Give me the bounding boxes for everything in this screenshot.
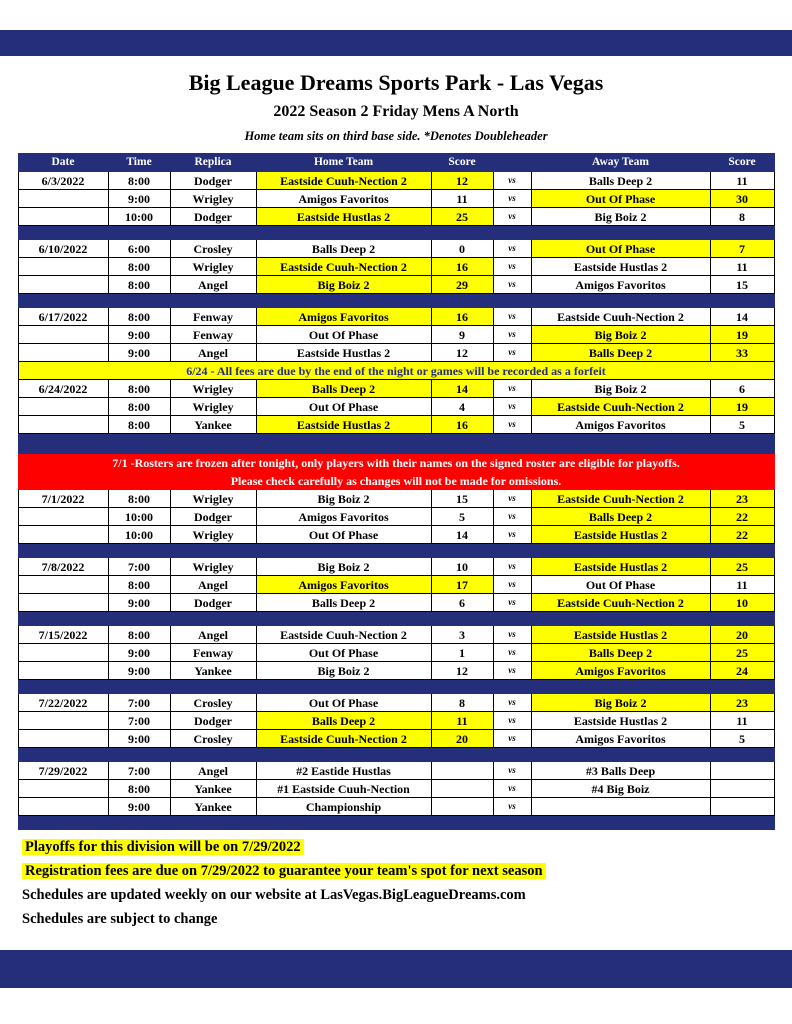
time-cell: 8:00 (108, 258, 170, 276)
footer (22, 838, 792, 929)
separator-row (18, 612, 774, 626)
game-row (18, 626, 774, 644)
date-cell (18, 662, 108, 680)
game-row (18, 258, 774, 276)
time-cell: 9:00 (108, 662, 170, 680)
date-cell: 7/22/2022 (18, 694, 108, 712)
away-team-cell: Eastside Hustlas 2 (531, 558, 710, 576)
vs-cell: vs (493, 208, 531, 226)
separator-row (18, 544, 774, 558)
home-team-cell: Eastside Hustlas 2 (256, 416, 431, 434)
date-cell (18, 712, 108, 730)
replica-cell: Wrigley (170, 258, 256, 276)
time-cell: 8:00 (108, 780, 170, 798)
game-row (18, 526, 774, 544)
col-header-away-team: Away Team (531, 154, 710, 172)
home-team-cell: Eastside Cuuh-Nection 2 (256, 172, 431, 190)
away-team-cell: Eastside Cuuh-Nection 2 (531, 594, 710, 612)
away-team-cell: Balls Deep 2 (531, 644, 710, 662)
home-team-note: Home team sits on third base side. *Denotes Doubleheader (244, 129, 548, 143)
footer-line-playoffs (22, 838, 792, 857)
away-team-cell: Balls Deep 2 (531, 172, 710, 190)
website-note: Schedules are updated weekly on our website at LasVegas.BigLeagueDreams.com (22, 887, 526, 903)
home-score-cell: 15 (431, 490, 493, 508)
away-score-cell (710, 780, 774, 798)
page-subtitle: 2022 Season 2 Friday Mens A North (273, 103, 519, 120)
game-row (18, 398, 774, 416)
notice-text: 6/24 - All fees are due by the end of the night or games will be recorded as a forfeit (18, 362, 774, 380)
away-team-cell: Balls Deep 2 (531, 508, 710, 526)
date-cell: 7/29/2022 (18, 762, 108, 780)
game-row (18, 308, 774, 326)
vs-cell: vs (493, 344, 531, 362)
away-team-cell: Amigos Favoritos (531, 662, 710, 680)
schedule-body (18, 172, 774, 830)
replica-cell: Dodger (170, 594, 256, 612)
date-cell: 7/15/2022 (18, 626, 108, 644)
date-cell: 6/3/2022 (18, 172, 108, 190)
home-team-cell: Balls Deep 2 (256, 594, 431, 612)
away-team-cell: Eastside Hustlas 2 (531, 258, 710, 276)
vs-cell: vs (493, 258, 531, 276)
vs-cell: vs (493, 190, 531, 208)
date-cell (18, 276, 108, 294)
home-score-cell: 20 (431, 730, 493, 748)
time-cell: 7:00 (108, 694, 170, 712)
game-row (18, 326, 774, 344)
vs-cell: vs (493, 380, 531, 398)
date-cell (18, 208, 108, 226)
game-row (18, 662, 774, 680)
vs-cell: vs (493, 730, 531, 748)
date-cell (18, 344, 108, 362)
schedule-table (18, 153, 775, 830)
time-cell: 10:00 (108, 208, 170, 226)
home-score-cell: 25 (431, 208, 493, 226)
vs-cell: vs (493, 780, 531, 798)
home-team-cell: Balls Deep 2 (256, 380, 431, 398)
away-score-cell (710, 798, 774, 816)
separator-row (18, 294, 774, 308)
date-cell (18, 508, 108, 526)
date-cell (18, 644, 108, 662)
vs-cell: vs (493, 576, 531, 594)
time-cell: 9:00 (108, 798, 170, 816)
replica-cell: Wrigley (170, 398, 256, 416)
home-score-cell: 12 (431, 172, 493, 190)
vs-cell: vs (493, 526, 531, 544)
away-team-cell: Eastside Hustlas 2 (531, 712, 710, 730)
vs-cell: vs (493, 490, 531, 508)
time-cell: 9:00 (108, 594, 170, 612)
away-team-cell: Big Boiz 2 (531, 208, 710, 226)
time-cell: 6:00 (108, 240, 170, 258)
vs-cell: vs (493, 626, 531, 644)
away-score-cell: 22 (710, 526, 774, 544)
away-score-cell: 6 (710, 380, 774, 398)
game-row (18, 780, 774, 798)
col-header-vs (493, 154, 531, 172)
game-row (18, 490, 774, 508)
separator-bar (18, 816, 774, 830)
separator-bar (18, 544, 774, 558)
home-score-cell: 8 (431, 694, 493, 712)
away-score-cell: 5 (710, 416, 774, 434)
date-cell: 7/8/2022 (18, 558, 108, 576)
home-team-cell: #2 Eastide Hustlas (256, 762, 431, 780)
date-cell: 6/17/2022 (18, 308, 108, 326)
notice-row (18, 454, 774, 472)
time-cell: 9:00 (108, 730, 170, 748)
vs-cell: vs (493, 398, 531, 416)
replica-cell: Dodger (170, 712, 256, 730)
home-score-cell (431, 780, 493, 798)
home-team-cell: Balls Deep 2 (256, 240, 431, 258)
vs-cell: vs (493, 326, 531, 344)
time-cell: 9:00 (108, 326, 170, 344)
replica-cell: Wrigley (170, 558, 256, 576)
date-cell (18, 326, 108, 344)
home-team-cell: Out Of Phase (256, 326, 431, 344)
away-score-cell: 14 (710, 308, 774, 326)
time-cell: 8:00 (108, 398, 170, 416)
game-row (18, 240, 774, 258)
game-row (18, 762, 774, 780)
vs-cell: vs (493, 712, 531, 730)
col-header-home-score: Score (431, 154, 493, 172)
home-score-cell: 11 (431, 190, 493, 208)
home-team-cell: Out Of Phase (256, 644, 431, 662)
home-score-cell: 4 (431, 398, 493, 416)
away-team-cell: #4 Big Boiz (531, 780, 710, 798)
home-team-cell: Eastside Cuuh-Nection 2 (256, 730, 431, 748)
time-cell: 8:00 (108, 490, 170, 508)
separator-row (18, 680, 774, 694)
replica-cell: Dodger (170, 208, 256, 226)
replica-cell: Crosley (170, 694, 256, 712)
replica-cell: Angel (170, 762, 256, 780)
vs-cell: vs (493, 508, 531, 526)
home-team-cell: Amigos Favoritos (256, 308, 431, 326)
home-score-cell: 14 (431, 526, 493, 544)
replica-cell: Crosley (170, 240, 256, 258)
date-cell (18, 258, 108, 276)
away-team-cell (531, 798, 710, 816)
away-score-cell: 23 (710, 694, 774, 712)
notice-row (18, 362, 774, 380)
vs-cell: vs (493, 416, 531, 434)
replica-cell: Yankee (170, 662, 256, 680)
home-score-cell: 16 (431, 258, 493, 276)
time-cell: 7:00 (108, 712, 170, 730)
away-team-cell: Big Boiz 2 (531, 694, 710, 712)
time-cell: 9:00 (108, 344, 170, 362)
vs-cell: vs (493, 276, 531, 294)
home-team-cell: Balls Deep 2 (256, 712, 431, 730)
home-team-cell: Out Of Phase (256, 526, 431, 544)
away-team-cell: Out Of Phase (531, 190, 710, 208)
date-cell: 6/24/2022 (18, 380, 108, 398)
separator-row (18, 434, 774, 454)
date-cell: 6/10/2022 (18, 240, 108, 258)
vs-cell: vs (493, 644, 531, 662)
date-cell (18, 730, 108, 748)
time-cell: 8:00 (108, 172, 170, 190)
subject-to-change-note: Schedules are subject to change (22, 911, 218, 927)
home-score-cell: 14 (431, 380, 493, 398)
game-row (18, 190, 774, 208)
away-score-cell: 11 (710, 576, 774, 594)
home-team-cell: Big Boiz 2 (256, 276, 431, 294)
game-row (18, 576, 774, 594)
time-cell: 8:00 (108, 380, 170, 398)
time-cell: 10:00 (108, 526, 170, 544)
col-header-away-score: Score (710, 154, 774, 172)
away-team-cell: Eastside Hustlas 2 (531, 526, 710, 544)
away-score-cell (710, 762, 774, 780)
col-header-date: Date (18, 154, 108, 172)
home-score-cell: 1 (431, 644, 493, 662)
home-score-cell: 17 (431, 576, 493, 594)
home-team-cell: Eastside Cuuh-Nection 2 (256, 258, 431, 276)
away-team-cell: Amigos Favoritos (531, 416, 710, 434)
game-row (18, 508, 774, 526)
home-score-cell: 11 (431, 712, 493, 730)
home-team-cell: Championship (256, 798, 431, 816)
notice-text: Please check carefully as changes will not be made for omissions. (18, 472, 774, 490)
home-team-cell: Out Of Phase (256, 694, 431, 712)
away-score-cell: 11 (710, 258, 774, 276)
away-team-cell: Eastside Cuuh-Nection 2 (531, 398, 710, 416)
home-score-cell: 10 (431, 558, 493, 576)
col-header-home-team: Home Team (256, 154, 431, 172)
separator-row (18, 748, 774, 762)
replica-cell: Yankee (170, 780, 256, 798)
separator-row (18, 816, 774, 830)
home-score-cell: 9 (431, 326, 493, 344)
game-row (18, 644, 774, 662)
replica-cell: Dodger (170, 172, 256, 190)
col-header-replica: Replica (170, 154, 256, 172)
notice-row (18, 472, 774, 490)
home-team-cell: Eastside Hustlas 2 (256, 344, 431, 362)
separator-bar (18, 748, 774, 762)
away-score-cell: 23 (710, 490, 774, 508)
away-team-cell: Out Of Phase (531, 576, 710, 594)
home-team-cell: #1 Eastside Cuuh-Nection (256, 780, 431, 798)
away-score-cell: 30 (710, 190, 774, 208)
away-score-cell: 22 (710, 508, 774, 526)
notice-text: 7/1 -Rosters are frozen after tonight, only players with their names on the signed roster are eligible for playoffs. (18, 454, 774, 472)
away-score-cell: 25 (710, 558, 774, 576)
away-score-cell: 24 (710, 662, 774, 680)
time-cell: 8:00 (108, 276, 170, 294)
separator-bar (18, 680, 774, 694)
away-score-cell: 33 (710, 344, 774, 362)
game-row (18, 172, 774, 190)
vs-cell: vs (493, 172, 531, 190)
game-row (18, 344, 774, 362)
vs-cell: vs (493, 694, 531, 712)
game-row (18, 276, 774, 294)
away-team-cell: #3 Balls Deep (531, 762, 710, 780)
home-team-cell: Big Boiz 2 (256, 662, 431, 680)
vs-cell: vs (493, 594, 531, 612)
replica-cell: Angel (170, 344, 256, 362)
home-score-cell: 0 (431, 240, 493, 258)
replica-cell: Fenway (170, 326, 256, 344)
time-cell: 9:00 (108, 190, 170, 208)
separator-bar (18, 434, 774, 454)
time-cell: 10:00 (108, 508, 170, 526)
footer-line-registration (22, 862, 792, 881)
away-team-cell: Amigos Favoritos (531, 276, 710, 294)
home-team-cell: Big Boiz 2 (256, 558, 431, 576)
away-team-cell: Eastside Hustlas 2 (531, 626, 710, 644)
vs-cell: vs (493, 558, 531, 576)
playoffs-note: Playoffs for this division will be on 7/29/2022 (22, 839, 304, 855)
vs-cell: vs (493, 308, 531, 326)
home-score-cell: 16 (431, 416, 493, 434)
away-score-cell: 11 (710, 712, 774, 730)
away-score-cell: 19 (710, 326, 774, 344)
away-team-cell: Big Boiz 2 (531, 380, 710, 398)
away-team-cell: Out Of Phase (531, 240, 710, 258)
away-score-cell: 11 (710, 172, 774, 190)
replica-cell: Wrigley (170, 526, 256, 544)
home-team-cell: Amigos Favoritos (256, 190, 431, 208)
home-team-cell: Eastside Hustlas 2 (256, 208, 431, 226)
game-row (18, 416, 774, 434)
replica-cell: Fenway (170, 644, 256, 662)
date-cell (18, 398, 108, 416)
replica-cell: Crosley (170, 730, 256, 748)
home-score-cell: 5 (431, 508, 493, 526)
bottom-navy-bar (0, 950, 792, 988)
away-score-cell: 20 (710, 626, 774, 644)
replica-cell: Angel (170, 576, 256, 594)
away-score-cell: 15 (710, 276, 774, 294)
time-cell: 8:00 (108, 416, 170, 434)
home-team-cell: Amigos Favoritos (256, 508, 431, 526)
separator-row (18, 226, 774, 240)
replica-cell: Wrigley (170, 190, 256, 208)
game-row (18, 558, 774, 576)
home-score-cell (431, 762, 493, 780)
page-title: Big League Dreams Sports Park - Las Vegas (188, 70, 604, 95)
time-cell: 9:00 (108, 644, 170, 662)
separator-bar (18, 226, 774, 240)
away-score-cell: 25 (710, 644, 774, 662)
separator-bar (18, 612, 774, 626)
home-score-cell: 6 (431, 594, 493, 612)
away-score-cell: 8 (710, 208, 774, 226)
away-team-cell: Eastside Cuuh-Nection 2 (531, 490, 710, 508)
separator-bar (18, 294, 774, 308)
time-cell: 8:00 (108, 308, 170, 326)
date-cell (18, 576, 108, 594)
away-team-cell: Amigos Favoritos (531, 730, 710, 748)
home-team-cell: Eastside Cuuh-Nection 2 (256, 626, 431, 644)
replica-cell: Yankee (170, 416, 256, 434)
time-cell: 8:00 (108, 626, 170, 644)
vs-cell: vs (493, 798, 531, 816)
replica-cell: Angel (170, 276, 256, 294)
replica-cell: Yankee (170, 798, 256, 816)
home-score-cell: 16 (431, 308, 493, 326)
away-score-cell: 10 (710, 594, 774, 612)
away-team-cell: Balls Deep 2 (531, 344, 710, 362)
home-score-cell: 12 (431, 662, 493, 680)
time-cell: 8:00 (108, 576, 170, 594)
replica-cell: Wrigley (170, 490, 256, 508)
replica-cell: Dodger (170, 508, 256, 526)
replica-cell: Angel (170, 626, 256, 644)
header-row (18, 154, 774, 172)
away-score-cell: 7 (710, 240, 774, 258)
replica-cell: Fenway (170, 308, 256, 326)
game-row (18, 798, 774, 816)
home-team-cell: Big Boiz 2 (256, 490, 431, 508)
vs-cell: vs (493, 240, 531, 258)
away-score-cell: 19 (710, 398, 774, 416)
col-header-time: Time (108, 154, 170, 172)
home-score-cell: 12 (431, 344, 493, 362)
home-team-cell: Out Of Phase (256, 398, 431, 416)
time-cell: 7:00 (108, 762, 170, 780)
home-score-cell (431, 798, 493, 816)
time-cell: 7:00 (108, 558, 170, 576)
game-row (18, 694, 774, 712)
home-score-cell: 3 (431, 626, 493, 644)
away-score-cell: 5 (710, 730, 774, 748)
date-cell (18, 416, 108, 434)
home-score-cell: 29 (431, 276, 493, 294)
vs-cell: vs (493, 762, 531, 780)
game-row (18, 380, 774, 398)
home-team-cell: Amigos Favoritos (256, 576, 431, 594)
game-row (18, 730, 774, 748)
vs-cell: vs (493, 662, 531, 680)
game-row (18, 712, 774, 730)
date-cell (18, 190, 108, 208)
replica-cell: Wrigley (170, 380, 256, 398)
date-cell (18, 780, 108, 798)
away-team-cell: Big Boiz 2 (531, 326, 710, 344)
game-row (18, 594, 774, 612)
registration-note: Registration fees are due on 7/29/2022 to guarantee your team's spot for next season (22, 863, 546, 879)
date-cell: 7/1/2022 (18, 490, 108, 508)
date-cell (18, 526, 108, 544)
date-cell (18, 798, 108, 816)
date-cell (18, 594, 108, 612)
away-team-cell: Eastside Cuuh-Nection 2 (531, 308, 710, 326)
game-row (18, 208, 774, 226)
